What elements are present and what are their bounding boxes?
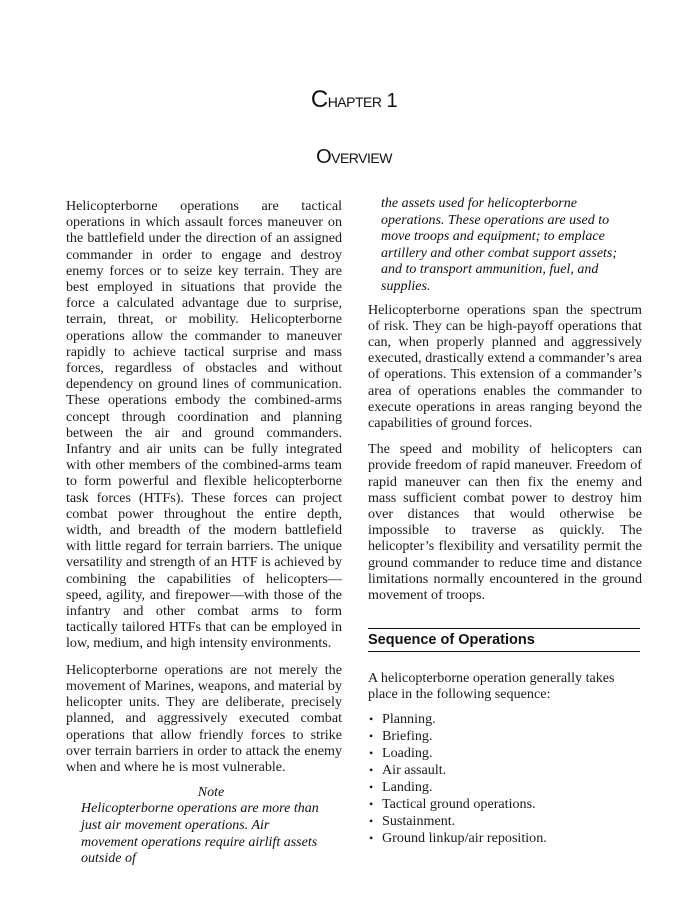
chapter-title-heading [0,146,695,169]
paragraph-not-merely: Helicopterborne operations are not merely the movement of Marines, weapons, and material by helicopter units. They are deliberate, precisely planned, and aggressively executed combat operations that allow friendly forces to strike over terrain barriers in order to attack the enemy when and where he is most vulnerable. [66,661,342,775]
list-item [368,830,642,847]
list-item-text: Briefing. [382,727,433,744]
bullet-icon: • [369,813,374,828]
list-item-text: Air assault. [382,761,447,778]
list-item-text: Landing. [382,778,433,795]
list-item-text: Planning. [382,710,436,727]
bullet-icon: • [369,762,374,777]
list-item-text: Ground linkup/air reposition. [382,829,547,846]
bullet-icon: • [369,779,374,794]
section-intro: A helicopterborne operation generally takes place in the following sequence: [368,670,615,703]
paragraph-speed-mobility: The speed and mobility of helicopters can provide freedom of rapid maneuver. Freedom of rapid maneuver can then fix the enemy and mass sufficient combat power to destroy him over distances that would otherwise be impossible to traverse as quickly. The helicopter’s flexibility and versatility permit the ground commander to reduce time and distance limitations normally encountered in the ground movement of troops. [368,441,642,604]
bullet-icon: • [369,745,374,760]
right-column [368,196,642,847]
note-text-start: Helicopterborne operations are more than just air movement operations. Air movement operations require airlift assets outside of [81,801,319,867]
list-item [368,796,642,813]
paragraph-intro: Helicopterborne operations are tactical operations in which assault forces maneuver on the battlefield under the direction of an assigned commander in order to engage and destroy enemy forces or to seize key terrain. They are best employed in situations that provide the force a calculated advantage due to surprise, terrain, threat, or mobility. Helicopterborne operations allow the commander to maneuver rapidly to achieve tactical surprise and mass forces, regardless of obstacles and without dependency on ground lines of communication. These operations embody the combined-arms concept through coordination and planning between the air and ground commanders. Infantry and air units can be fully integrated with other members of the combined-arms team to form powerful and flexible helicopterborne task forces (HTFs). These forces can project combat power throughout the entire depth, width, and breadth of the modern battlefield with little regard for terrain barriers. The unique versatility and strength of an HTF is achieved by combining the capabilities of helicopters—speed, agility, and firepower—with those of the infantry and other combat arms to form tactically tailored HTFs that can be employed in low, medium, and high intensity environments. [66,198,342,652]
note-text-continued: the assets used for helicopterborne operations. These operations are used to move troops and equipment; to emplace artillery and other combat support assets; and to transport ammunition, fuel, and supplies. [381,196,618,294]
chapter-number-heading [0,86,695,114]
list-item [368,728,642,745]
list-item-text: Sustainment. [382,812,456,829]
chapter-rest: hapter 1 [327,90,398,112]
section-heading-sequence: Sequence of Operations [368,628,640,652]
note-label: Note [197,785,225,801]
bullet-icon: • [369,830,374,845]
left-column [66,198,342,868]
bullet-icon: • [369,728,374,743]
chapter-initial: C [310,86,328,113]
list-item [368,813,642,830]
title-rest: verview [331,146,392,168]
list-item-text: Loading. [382,744,433,761]
bullet-icon: • [369,711,374,726]
list-item [368,779,642,796]
title-initial: O [316,146,332,168]
list-item [368,711,642,728]
paragraph-spectrum-of-risk: Helicopterborne operations span the spectrum of risk. They can be high-payoff operations that can, when properly planned and aggressively executed, drastically extend a commander’s area of operations. This extension of a commander’s area of operations enables the commander to execute operations in areas ranging beyond the capabilities of ground forces. [368,301,642,431]
note-block [66,785,342,868]
sequence-list [368,711,642,847]
list-item-text: Tactical ground operations. [382,795,536,812]
list-item [368,762,642,779]
list-item [368,745,642,762]
bullet-icon: • [369,796,374,811]
